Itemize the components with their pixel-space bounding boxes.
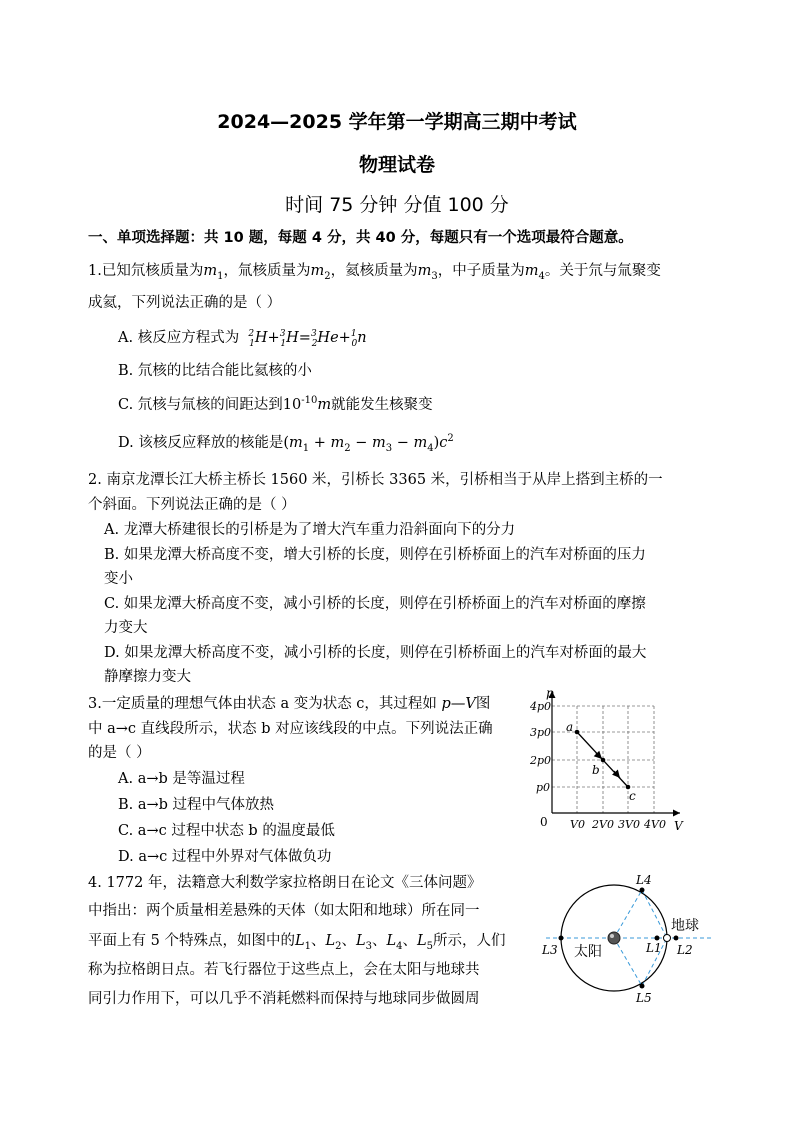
- l5-label: L5: [636, 991, 652, 1005]
- pv-ytick-4p0: 4p0: [530, 700, 552, 713]
- l2-label: L2: [677, 943, 693, 957]
- l4-label: L4: [636, 873, 652, 887]
- pv-label-b: b: [592, 763, 600, 777]
- q2-option-b-line2: 变小: [104, 571, 133, 587]
- q3-option-b: B. a→b 过程中气体放热: [118, 797, 275, 813]
- pv-x-label: V: [674, 819, 683, 833]
- q1-option-a: A. 核反应方程式为 $^2_1$H+$^3_1$H=$^3_2$He+$^1_0$n: [118, 329, 367, 349]
- pv-xtick-2v0: 2V0: [592, 818, 614, 831]
- section-heading: 一、单项选择题：共 10 题，每题 4 分，共 40 分，每题只有一个选项最符合题意。: [88, 230, 633, 246]
- l2-point: [674, 936, 679, 941]
- time-info: 时间 75 分钟 分值 100 分: [285, 194, 509, 216]
- l4-point: [640, 888, 645, 893]
- pv-xtick-4v0: 4V0: [644, 818, 666, 831]
- pv-ytick-3p0: 3p0: [530, 726, 552, 739]
- pv-xtick-3v0: 3V0: [618, 818, 640, 831]
- pv-arrow-bc: [614, 771, 620, 778]
- pv-origin: 0: [540, 815, 548, 829]
- pv-ytick-p0: p0: [536, 781, 551, 794]
- q3-stem-line1: 3.一定质量的理想气体由状态 a 变为状态 c，其过程如 p—V图: [88, 696, 491, 712]
- q1-option-c: C. 氘核与氚核的间距达到$10^{-10}m$就能发生核聚变: [118, 395, 433, 413]
- q3-stem-line2: 中 a→c 直线段所示，状态 b 对应该线段的中点。下列说法正确: [88, 721, 493, 737]
- sun-icon: [608, 932, 620, 944]
- q4-stem-line4: 称为拉格朗日点。若飞行器位于这些点上，会在太阳与地球共: [88, 962, 480, 978]
- q1-stem: 1.已知氘核质量为$m_1$，氚核质量为$m_2$，氦核质量为$m_3$，中子质量为$m_4$。关于氘与氚聚变: [88, 263, 661, 282]
- q3-option-d: D. a→c 过程中外界对气体做负功: [118, 849, 332, 865]
- l3-label: L3: [542, 943, 558, 957]
- exam-title: 2024—2025 学年第一学期高三期中考试: [217, 111, 577, 133]
- pv-ytick-2p0: 2p0: [530, 754, 552, 767]
- l1-label: L1: [646, 941, 662, 955]
- q2-option-d-line2: 静摩擦力变大: [104, 669, 191, 685]
- pv-graph: [528, 685, 693, 835]
- l3-point: [559, 936, 564, 941]
- pv-xtick-v0: V0: [570, 818, 585, 831]
- q2-option-c-line1: C. 如果龙潭大桥高度不变，减小引桥的长度，则停在引桥桥面上的汽车对桥面的摩擦: [104, 596, 646, 612]
- q2-option-b-line1: B. 如果龙潭大桥高度不变，增大引桥的长度，则停在引桥桥面上的汽车对桥面的压力: [104, 547, 646, 563]
- q3-option-c: C. a→c 过程中状态 b 的温度最低: [118, 823, 335, 839]
- q2-option-c-line2: 力变大: [104, 620, 148, 636]
- pv-label-a: a: [566, 720, 574, 734]
- pv-arrow-ab: [596, 753, 602, 759]
- l1-point: [655, 936, 660, 941]
- l5-point: [640, 984, 645, 989]
- lagrange-figure: [536, 870, 716, 1010]
- q2-option-a: A. 龙潭大桥建很长的引桥是为了增大汽车重力沿斜面向下的分力: [104, 522, 516, 538]
- pv-point-a: [575, 730, 580, 735]
- sun-label: 太阳: [574, 944, 602, 960]
- subject-title: 物理试卷: [358, 154, 435, 176]
- q1-option-d: D. 该核反应释放的核能是$(m_1 + m_2 - m_3 - m_4)c^2$: [118, 433, 454, 454]
- q3-stem-line3: 的是（ ）: [88, 745, 151, 761]
- q1-option-b: B. 氘核的比结合能比氦核的小: [118, 363, 312, 379]
- q1-stem-line2: 成氦，下列说法正确的是（ ）: [88, 295, 282, 311]
- pv-label-c: c: [629, 789, 636, 803]
- q2-stem-line1: 2. 南京龙潭长江大桥主桥长 1560 米，引桥长 3365 米，引桥相当于从岸上搭到主桥的一: [88, 472, 663, 488]
- q4-stem-line5: 同引力作用下，可以几乎不消耗燃料而保持与地球同步做圆周: [88, 991, 480, 1007]
- q4-stem-line2: 中指出：两个质量相差悬殊的天体（如太阳和地球）所在同一: [88, 903, 480, 919]
- q4-stem-line3: 平面上有 5 个特殊点，如图中的$L_1$、$L_2$、$L_3$、$L_4$、$L_5$所示，人们: [88, 933, 506, 952]
- earth-icon: [664, 935, 671, 942]
- pv-point-b: [601, 758, 606, 763]
- sun-highlight: [610, 934, 614, 938]
- earth-label: 地球: [671, 918, 699, 934]
- q4-stem-line1: 4. 1772 年，法籍意大利数学家拉格朗日在论文《三体问题》: [88, 875, 482, 891]
- q2-stem-line2: 个斜面。下列说法正确的是（ ）: [88, 497, 296, 513]
- q3-option-a: A. a→b 是等温过程: [118, 771, 245, 787]
- q2-option-d-line1: D. 如果龙潭大桥高度不变，减小引桥的长度，则停在引桥桥面上的汽车对桥面的最大: [104, 645, 647, 661]
- pv-y-label: p: [546, 686, 554, 700]
